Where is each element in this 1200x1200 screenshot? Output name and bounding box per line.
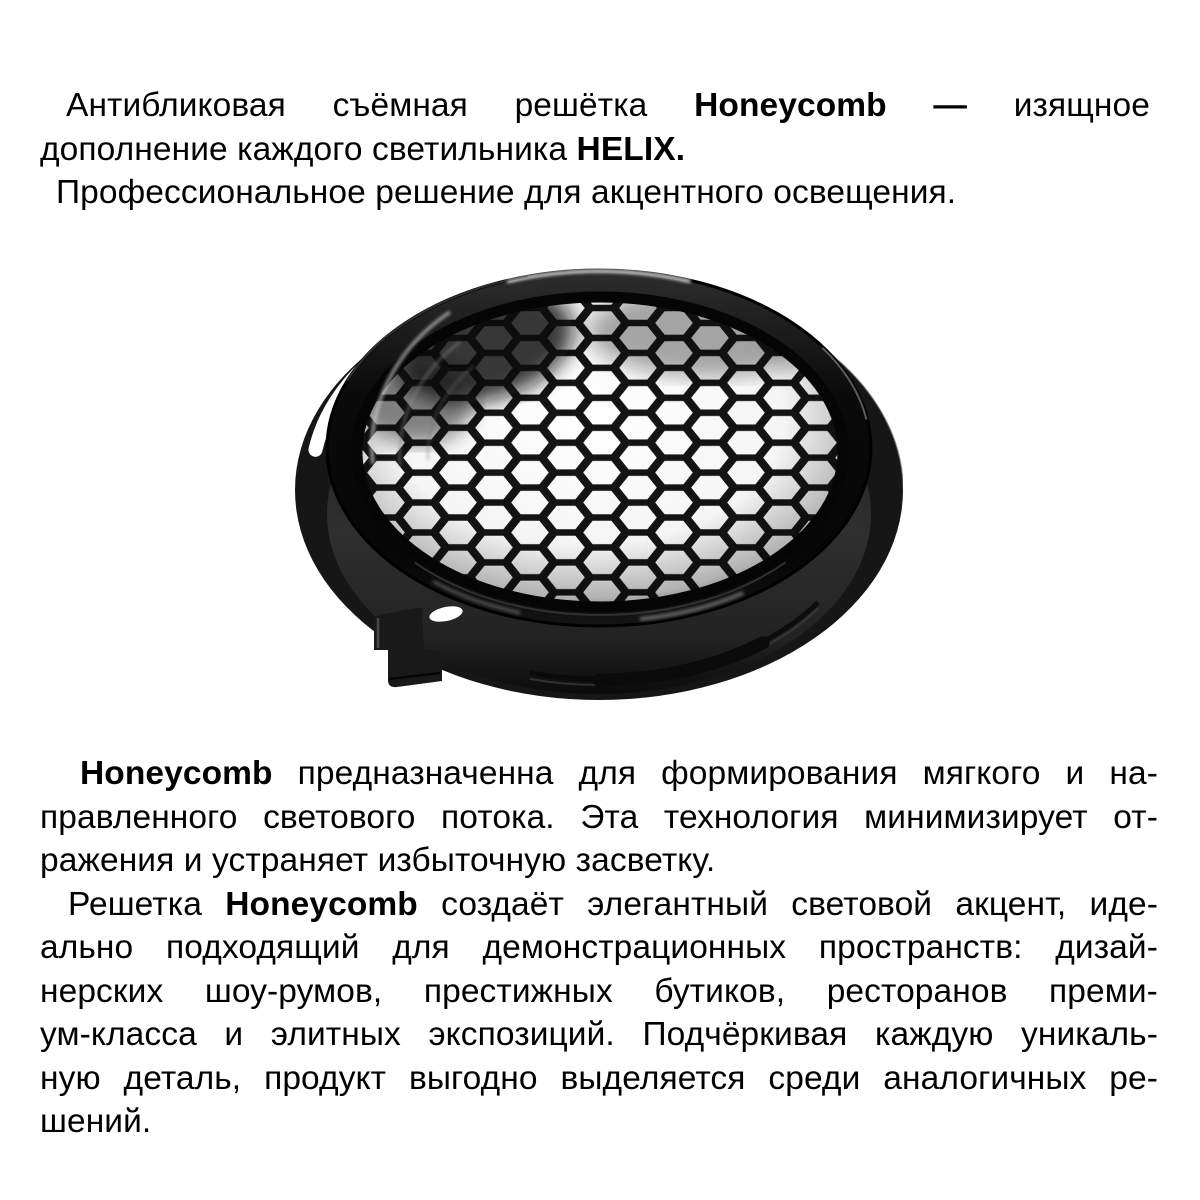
description-paragraph xyxy=(40,752,1158,1144)
text-line: ражения и устраняет избыточную засветку. xyxy=(40,842,716,879)
text-line: нерских шоу-румов, престижных бутиков, ресторанов преми- xyxy=(40,972,1158,1010)
text-line: Антибликовая съёмная решётка Honeycomb — изящное xyxy=(66,87,1150,124)
text-line: шений. xyxy=(40,1103,152,1140)
text-line: ум-класса и элитных экспозиций. Подчёркивая каждую уникаль- xyxy=(40,1016,1158,1053)
text-line: ную деталь, продукт выгодно выделяется среди аналогичных ре- xyxy=(40,1059,1158,1097)
text-line: Решетка Honeycomb создаёт элегантный световой акцент, иде- xyxy=(68,885,1158,923)
text-line: Honeycomb предназначенна для формирования мягкого и на- xyxy=(80,755,1158,792)
text-line: ально подходящий для демонстрационных пространств: дизай- xyxy=(40,929,1158,966)
text-line: дополнение каждого светильника HELIX. xyxy=(40,130,686,168)
text-line: правленного светового потока. Эта технология минимизирует от- xyxy=(40,798,1158,836)
text-line: Профессиональное решение для акцентного освещения. xyxy=(56,174,957,211)
honeycomb-grid-photo xyxy=(278,252,903,722)
intro-paragraph xyxy=(40,84,1150,215)
